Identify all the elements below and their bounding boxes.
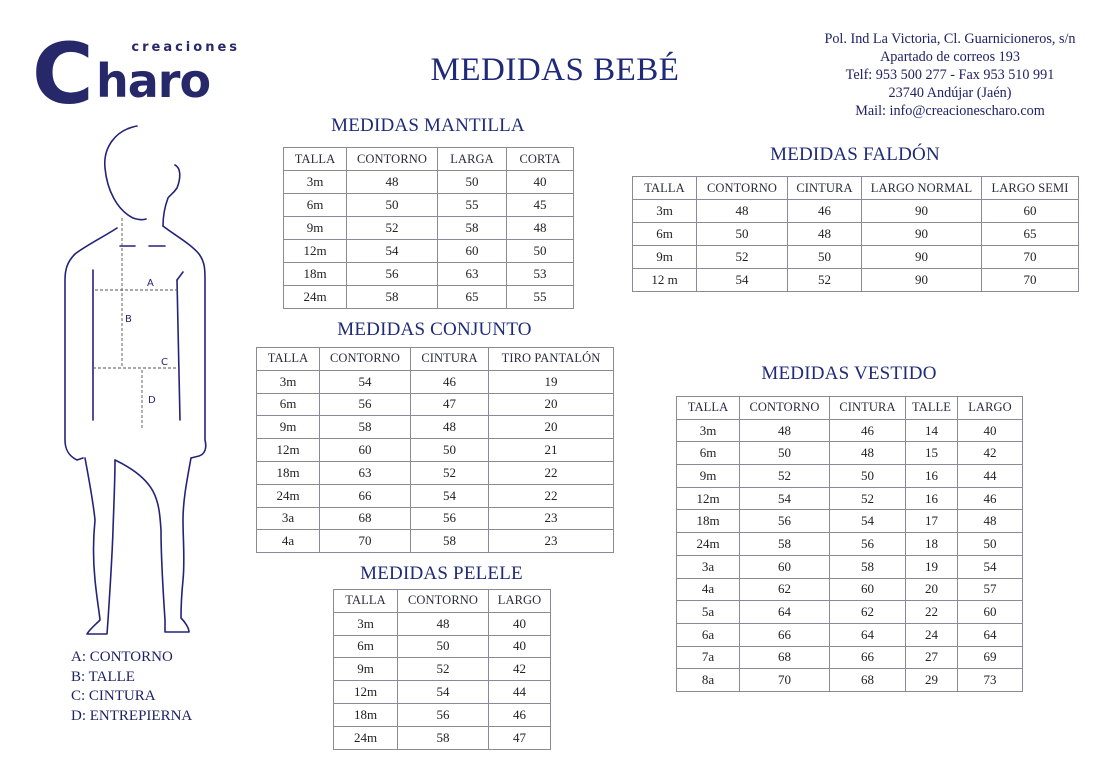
size-cell: 4a [257,530,320,553]
column-header: CONTORNO [320,348,411,371]
measure-cell: 16 [906,487,958,510]
measure-cell: 65 [438,286,507,309]
measure-cell: 46 [411,370,489,393]
legend-item-b: B: TALLE [71,668,135,685]
measure-cell: 19 [489,370,614,393]
column-header: CONTORNO [697,177,788,200]
table-row [633,269,1079,292]
measure-cell: 54 [411,484,489,507]
measure-cell: 20 [906,578,958,601]
measure-cell: 68 [320,507,411,530]
table-row [284,217,574,240]
measure-cell: 66 [320,484,411,507]
section-title-pelele: MEDIDAS PELELE [360,563,523,584]
measure-cell: 50 [398,635,489,658]
table-row [677,555,1023,578]
measure-cell: 16 [906,465,958,488]
measure-cell: 62 [830,601,906,624]
measure-cell: 63 [438,263,507,286]
size-cell: 9m [284,217,347,240]
column-header: CONTORNO [740,397,830,420]
measure-cell: 69 [958,646,1023,669]
size-cell: 6a [677,623,740,646]
table-row [677,465,1023,488]
table-vestido [676,396,1023,692]
table-row [284,171,574,194]
table-header-row [284,148,574,171]
head-outline [105,126,146,220]
table-row [677,601,1023,624]
table-header-row [677,397,1023,420]
figure-label-b: B [125,314,132,325]
measure-cell: 21 [489,439,614,462]
measure-cell: 27 [906,646,958,669]
measure-cell: 57 [958,578,1023,601]
measure-cell: 29 [906,669,958,692]
size-cell: 18m [257,461,320,484]
size-cell: 12m [257,439,320,462]
measure-cell: 54 [697,269,788,292]
measure-cell: 48 [507,217,574,240]
armpit-mark [177,272,183,280]
measure-cell: 52 [697,246,788,269]
measure-cell: 66 [830,646,906,669]
size-cell: 3m [257,370,320,393]
size-cell: 7a [677,646,740,669]
measure-cell: 40 [507,171,574,194]
column-header: LARGO SEMI [982,177,1079,200]
measure-cell: 90 [862,200,982,223]
measure-cell: 52 [411,461,489,484]
measure-cell: 50 [347,194,438,217]
table-row [257,370,614,393]
column-header: CONTORNO [347,148,438,171]
column-header: LARGA [438,148,507,171]
size-cell: 12m [334,681,398,704]
measure-cell: 60 [958,601,1023,624]
measure-cell: 60 [982,200,1079,223]
measure-cell: 54 [740,487,830,510]
table-row [677,487,1023,510]
measure-cell: 56 [347,263,438,286]
child-figure-illustration [55,120,215,640]
table-header-row [633,177,1079,200]
measure-cell: 90 [862,269,982,292]
column-header: CORTA [507,148,574,171]
left-shoulder [65,228,117,460]
measure-cell: 22 [489,484,614,507]
section-title-mantilla: MEDIDAS MANTILLA [331,115,525,136]
measure-cell: 64 [830,623,906,646]
measure-cell: 50 [958,533,1023,556]
right-leg [115,458,191,632]
measure-cell: 50 [507,240,574,263]
measure-cell: 50 [411,439,489,462]
measure-cell: 46 [958,487,1023,510]
measure-cell: 48 [830,442,906,465]
logo-word: haro [96,54,211,108]
table-row [677,533,1023,556]
measure-cell: 44 [958,465,1023,488]
measure-cell: 52 [347,217,438,240]
logo-initial: C [32,28,94,120]
table-row [334,658,551,681]
measure-cell: 44 [489,681,551,704]
size-cell: 24m [334,726,398,749]
table-header-row [334,590,551,613]
measure-cell: 58 [438,217,507,240]
face-outline [163,165,180,226]
size-cell: 9m [633,246,697,269]
measure-cell: 22 [489,461,614,484]
column-header: LARGO NORMAL [862,177,982,200]
size-cell: 3m [633,200,697,223]
measure-cell: 58 [411,530,489,553]
size-cell: 24m [257,484,320,507]
table-row [284,263,574,286]
measure-cell: 64 [740,601,830,624]
table-faldon [632,176,1079,292]
measure-cell: 73 [958,669,1023,692]
measure-cell: 90 [862,223,982,246]
table-row [677,510,1023,533]
measure-cell: 56 [398,703,489,726]
column-header: TALLA [633,177,697,200]
measure-cell: 48 [411,416,489,439]
measure-cell: 40 [489,635,551,658]
column-header: TALLE [906,397,958,420]
measure-cell: 52 [740,465,830,488]
measure-cell: 46 [830,419,906,442]
address-block [790,30,1110,120]
measure-cell: 65 [982,223,1079,246]
measure-cell: 58 [830,555,906,578]
measure-cell: 50 [740,442,830,465]
table-row [334,635,551,658]
measure-cell: 48 [788,223,862,246]
measure-cell: 52 [398,658,489,681]
size-cell: 24m [284,286,347,309]
measure-cell: 54 [398,681,489,704]
measure-cell: 68 [830,669,906,692]
section-title-vestido: MEDIDAS VESTIDO [761,363,937,384]
table-row [677,669,1023,692]
email-line[interactable]: Mail: info@creacionescharo.com [855,103,1045,119]
measure-cell: 62 [740,578,830,601]
size-cell: 3m [334,612,398,635]
measure-cell: 18 [906,533,958,556]
table-row [257,416,614,439]
section-title-conjunto: MEDIDAS CONJUNTO [337,319,532,340]
column-header: LARGO [489,590,551,613]
table-row [284,194,574,217]
column-header: TALLA [257,348,320,371]
table-row [334,726,551,749]
measure-cell: 53 [507,263,574,286]
table-row [257,507,614,530]
table-row [257,461,614,484]
measure-cell: 54 [347,240,438,263]
measure-cell: 58 [320,416,411,439]
table-row [334,612,551,635]
size-cell: 18m [677,510,740,533]
measure-cell: 20 [489,393,614,416]
table-row [677,646,1023,669]
measurement-legend [71,648,192,726]
size-cell: 5a [677,601,740,624]
measure-cell: 48 [398,612,489,635]
measure-cell: 56 [411,507,489,530]
table-row [334,681,551,704]
measure-cell: 23 [489,507,614,530]
page-title: MEDIDAS BEBÉ [430,52,680,88]
measure-cell: 14 [906,419,958,442]
size-cell: 6m [677,442,740,465]
measure-cell: 58 [398,726,489,749]
table-conjunto [256,347,614,553]
table-row [677,419,1023,442]
measure-cell: 42 [958,442,1023,465]
table-row [284,240,574,263]
column-header: CINTURA [411,348,489,371]
column-header: TALLA [334,590,398,613]
measure-cell: 45 [507,194,574,217]
figure-label-a: A [147,278,154,289]
address-line: Apartado de correos 193 [880,49,1020,65]
legend-item-a: A: CONTORNO [71,649,173,665]
measure-cell: 19 [906,555,958,578]
size-cell: 6m [334,635,398,658]
table-row [633,200,1079,223]
measure-cell: 54 [958,555,1023,578]
table-row [633,223,1079,246]
measure-cell: 15 [906,442,958,465]
torso-right [177,280,180,420]
legend-item-c: C: CINTURA [71,688,156,704]
measure-cell: 70 [982,246,1079,269]
table-row [334,703,551,726]
size-cell: 3a [257,507,320,530]
measure-cell: 55 [438,194,507,217]
size-cell: 12 m [633,269,697,292]
column-header: TIRO PANTALÓN [489,348,614,371]
measure-cell: 56 [740,510,830,533]
size-cell: 9m [257,416,320,439]
measure-cell: 68 [740,646,830,669]
brand-logo [32,28,247,120]
measure-cell: 54 [320,370,411,393]
measure-cell: 40 [958,419,1023,442]
figure-label-d: D [148,395,156,406]
measure-cell: 60 [830,578,906,601]
right-shoulder [163,226,206,458]
measure-cell: 64 [958,623,1023,646]
phone-line: Telf: 953 500 277 - Fax 953 510 991 [845,67,1055,83]
table-row [677,623,1023,646]
logo-small-text: creaciones [131,40,240,55]
measure-cell: 48 [740,419,830,442]
measure-cell: 52 [830,487,906,510]
logo-text-stack [96,40,246,106]
column-header: TALLA [677,397,740,420]
measure-cell: 47 [489,726,551,749]
measure-cell: 22 [906,601,958,624]
address-line: 23740 Andújar (Jaén) [888,85,1012,101]
size-cell: 24m [677,533,740,556]
table-row [633,246,1079,269]
table-pelele [333,589,551,750]
measure-cell: 50 [830,465,906,488]
measure-cell: 70 [982,269,1079,292]
size-cell: 8a [677,669,740,692]
measure-cell: 63 [320,461,411,484]
table-row [677,578,1023,601]
measure-cell: 50 [438,171,507,194]
measure-cell: 42 [489,658,551,681]
measure-cell: 58 [347,286,438,309]
legend-item-d: D: ENTREPIERNA [71,707,193,724]
table-header-row [257,348,614,371]
column-header: TALLA [284,148,347,171]
size-cell: 6m [284,194,347,217]
table-row [257,484,614,507]
measure-cell: 52 [788,269,862,292]
size-cell: 4a [677,578,740,601]
measure-cell: 56 [830,533,906,556]
table-row [257,439,614,462]
size-cell: 3m [284,171,347,194]
measure-cell: 23 [489,530,614,553]
measure-cell: 60 [438,240,507,263]
measure-cell: 46 [489,703,551,726]
figure-label-c: C [161,357,168,368]
size-cell: 12m [677,487,740,510]
size-cell: 3a [677,555,740,578]
measure-cell: 50 [697,223,788,246]
table-row [284,286,574,309]
table-row [257,393,614,416]
measure-cell: 60 [740,555,830,578]
address-line: Pol. Ind La Victoria, Cl. Guarnicioneros, s/n [824,31,1076,47]
measure-cell: 56 [320,393,411,416]
measure-cell: 55 [507,286,574,309]
size-cell: 12m [284,240,347,263]
column-header: CONTORNO [398,590,489,613]
measure-cell: 17 [906,510,958,533]
section-title-faldon: MEDIDAS FALDÓN [770,144,940,165]
measure-cell: 70 [740,669,830,692]
size-cell: 6m [257,393,320,416]
size-cell: 3m [677,419,740,442]
measure-cell: 48 [347,171,438,194]
table-mantilla [283,147,574,309]
measure-cell: 90 [862,246,982,269]
measure-cell: 66 [740,623,830,646]
measure-cell: 60 [320,439,411,462]
column-header: CINTURA [830,397,906,420]
measure-cell: 48 [697,200,788,223]
table-row [677,442,1023,465]
size-cell: 9m [677,465,740,488]
measure-cell: 40 [489,612,551,635]
measure-cell: 20 [489,416,614,439]
measure-cell: 50 [788,246,862,269]
measure-cell: 24 [906,623,958,646]
column-header: LARGO [958,397,1023,420]
measure-cell: 46 [788,200,862,223]
column-header: CINTURA [788,177,862,200]
size-cell: 18m [284,263,347,286]
measure-cell: 54 [830,510,906,533]
measure-cell: 47 [411,393,489,416]
size-cell: 6m [633,223,697,246]
table-row [257,530,614,553]
measure-cell: 70 [320,530,411,553]
size-cell: 9m [334,658,398,681]
size-cell: 18m [334,703,398,726]
measure-cell: 48 [958,510,1023,533]
measure-cell: 58 [740,533,830,556]
left-leg [85,458,115,634]
